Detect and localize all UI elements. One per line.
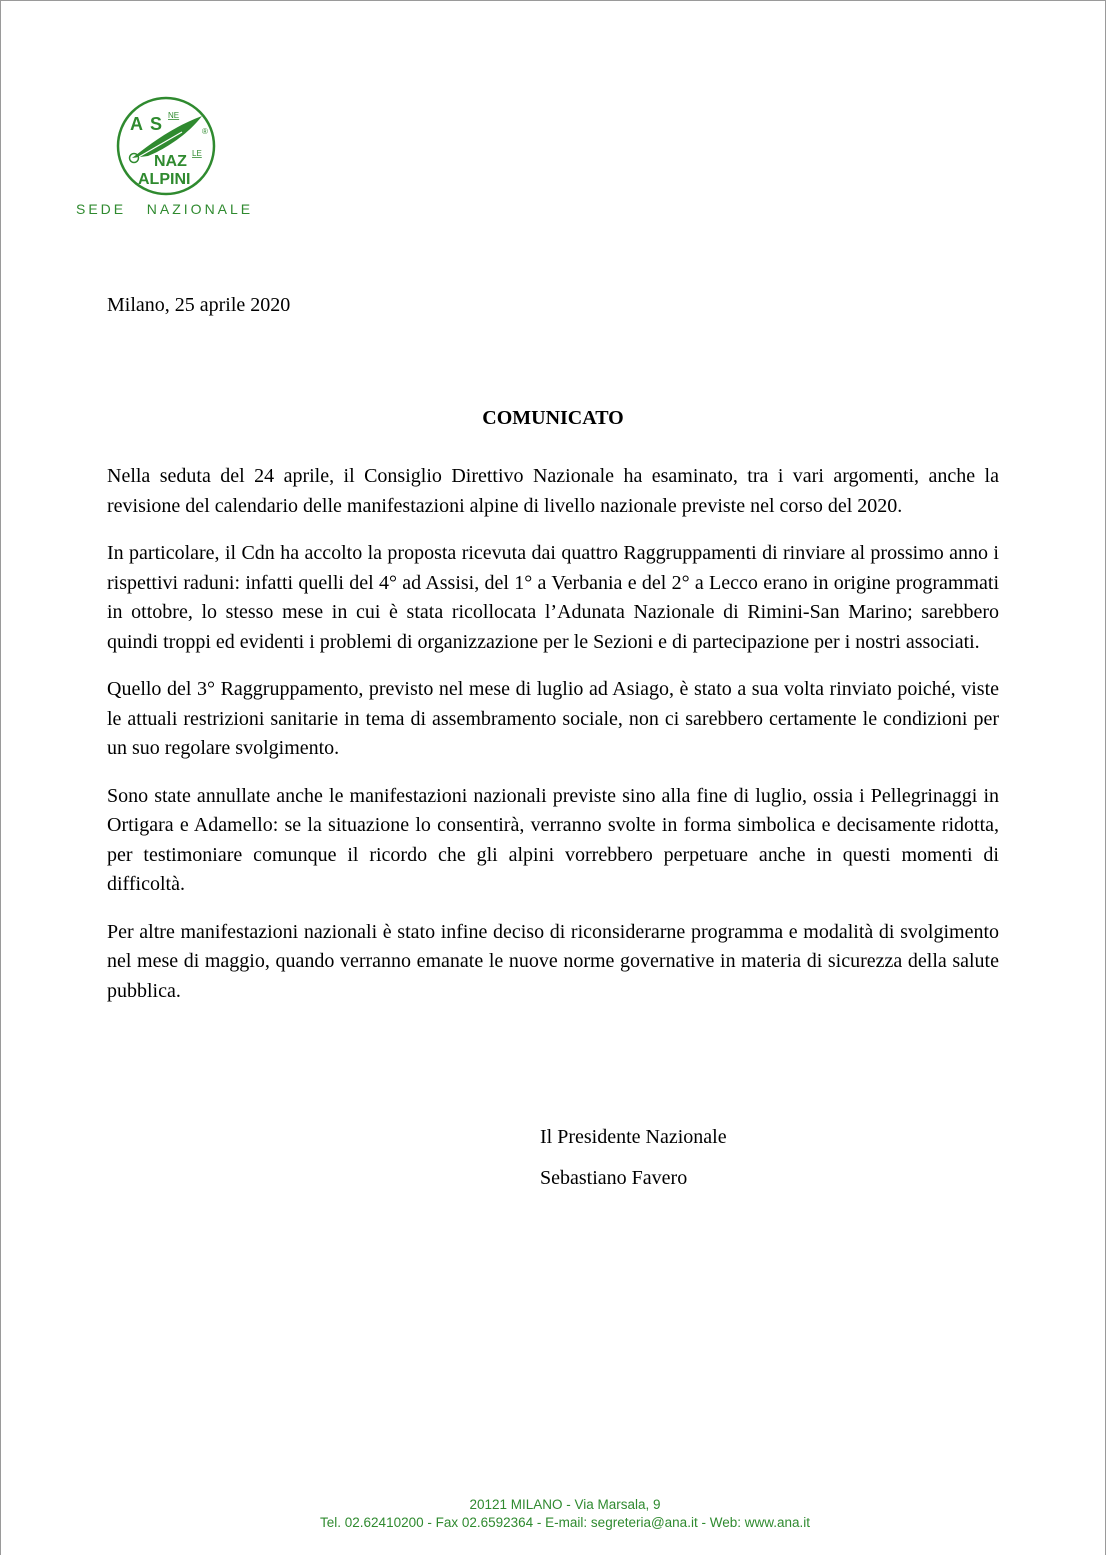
logo-sup-ne: NE (168, 111, 180, 120)
paragraph-5: Per altre manifestazioni nazionali è stato infine deciso di riconsiderarne programma e modalità di svolgimento nel mese di maggio, quando verranno emanate le nuove norme governative in materia di sicurezza della salute pubblica. (107, 920, 999, 1002)
paragraph-4: Sono state annullate anche le manifestazioni nazionali previste sino alla fine di luglio, ossia i Pellegrinaggi in Ortigara e Adamello: se la situazione lo consentirà, verranno svolte in forma simbolica e decisamente ridotta, per testimoniare comunque il ricordo che gli alpini vorrebbero perpetuare anche in questi momenti di difficoltà. (107, 784, 999, 895)
document-body (107, 462, 999, 1024)
footer-address: 20121 MILANO - Via Marsala, 9 (469, 1497, 661, 1512)
logo-naz: NAZ (154, 153, 187, 170)
paragraph-2: In particolare, il Cdn ha accolto la proposta ricevuta dai quattro Raggruppamenti di rinviare al prossimo anno i rispettivi raduni: infatti quelli del 4° ad Assisi, del 1° a Verbania e del 2° a Lecco erano in origine programmati in ottobre, lo stesso mese in cui è stata ricollocata l’Adunata Nazionale di Rimini-San Marino; sarebbero quindi troppi ed evidenti i problemi di organizzazione per le Sezioni e di partecipazione per i nostri associati. (107, 542, 999, 653)
paragraph-3: Quello del 3° Raggruppamento, previsto nel mese di luglio ad Asiago, è stato a sua volta rinviato poiché, viste le attuali restrizioni sanitarie in tema di assembramento sociale, non ci sarebbero certamente le condizioni per un suo regolare svolgimento. (107, 678, 999, 759)
signature-role: Il Presidente Nazionale (540, 1126, 727, 1148)
sede-nazionale-label: SEDE NAZIONALE (76, 201, 254, 217)
ana-logo (112, 92, 220, 200)
signature-block (540, 1125, 727, 1207)
logo-letter-a: A (130, 114, 143, 134)
signature-name: Sebastiano Favero (540, 1167, 688, 1189)
document-title: COMUNICATO (482, 407, 624, 429)
logo-letter-s: S (150, 114, 163, 134)
logo-sup-le: LE (192, 149, 202, 158)
logo-registered: ® (202, 127, 208, 136)
logo-alpini: ALPINI (138, 171, 191, 188)
document-date: Milano, 25 aprile 2020 (107, 294, 291, 316)
footer-contacts: Tel. 02.62410200 - Fax 02.6592364 - E-mail: segreteria@ana.it - Web: www.ana.it (320, 1515, 810, 1530)
paragraph-1: Nella seduta del 24 aprile, il Consiglio Direttivo Nazionale ha esaminato, tra i vari argomenti, anche la revisione del calendario delle manifestazioni alpine di livello nazionale previste nel corso del 2020. (107, 465, 999, 517)
